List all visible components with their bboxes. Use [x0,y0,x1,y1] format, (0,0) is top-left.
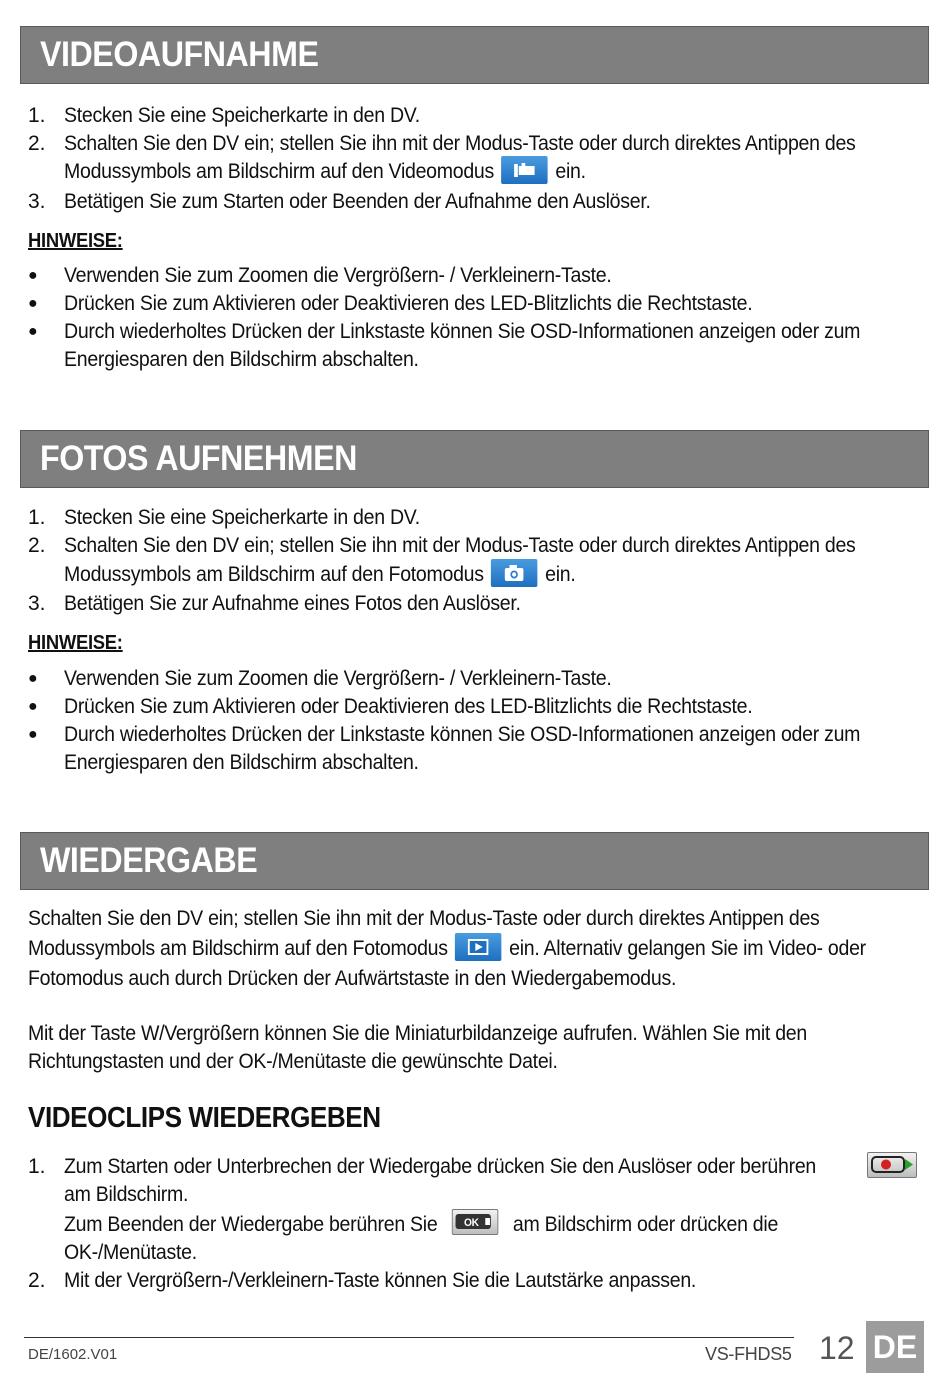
bullet-icon: ● [28,295,38,312]
section-header-photo [20,430,929,488]
step-text: Stecken Sie eine Speicherkarte in den DV. [64,104,420,127]
step-number: 1. [28,104,46,127]
paragraph-text: Modussymbols am Bildschirm auf den Fotomodus [28,937,448,960]
note-text: Durch wiederholtes Drücken der Linkstaste können Sie OSD-Informationen anzeigen oder zum [64,723,861,746]
step-number: 3. [28,190,46,213]
step-number: 2. [28,534,46,557]
section-title: FOTOS AUFNEHMEN [40,439,357,478]
step-number: 2. [28,1269,46,1292]
step-text: ein. [545,563,576,586]
section-title: WIEDERGABE [40,841,258,880]
bullet-icon: ● [28,323,38,340]
step-number: 1. [28,1155,46,1178]
step-text: Schalten Sie den DV ein; stellen Sie ihn mit der Modus-Taste oder durch direktes Antippen des [64,132,856,155]
note-text: Energiesparen den Bildschirm abschalten. [64,751,419,774]
step-number: 2. [28,132,46,155]
step-text: Zum Beenden der Wiedergabe berühren Sie [64,1213,438,1236]
section-header-video [20,26,929,84]
play-pause-icon [867,1152,917,1178]
document-code: DE/1602.V01 [28,1346,118,1363]
step-text-continued [64,561,576,589]
step-text: Schalten Sie den DV ein; stellen Sie ihn mit der Modus-Taste oder durch direktes Antippen des [64,534,856,557]
ok-icon-label: OK [464,1217,479,1230]
step-text: am Bildschirm. [64,1183,189,1206]
note-text: Drücken Sie zum Aktivieren oder Deaktivieren des LED-Blitzlichts die Rechtstaste. [64,292,753,315]
step-text: Zum Starten oder Unterbrechen der Wiedergabe drücken Sie den Auslöser oder berühren [64,1155,816,1178]
step-text: OK-/Menütaste. [64,1241,197,1264]
note-text: Verwenden Sie zum Zoomen die Vergrößern- / Verkleinern-Taste. [64,264,612,287]
step-text-continued [64,1211,778,1239]
video-mode-icon [501,156,548,184]
step-text: ein. [555,160,586,183]
step-number: 1. [28,506,46,529]
footer-divider [24,1337,794,1338]
step-text-continued [64,158,586,186]
step-text: am Bildschirm oder drücken die [512,1213,779,1236]
step-text: Betätigen Sie zum Starten oder Beenden der Aufnahme den Auslöser. [64,190,651,213]
language-badge: DE [866,1321,924,1373]
bullet-icon: ● [28,698,38,715]
paragraph-text: Schalten Sie den DV ein; stellen Sie ihn mit der Modus-Taste oder durch direktes Antippen des [28,907,820,930]
paragraph-line [28,935,866,963]
step-number: 3. [28,592,46,615]
subsection-title: VIDEOCLIPS WIEDERGEBEN [28,1102,381,1134]
step-text: Stecken Sie eine Speicherkarte in den DV. [64,506,420,529]
step-text: Betätigen Sie zur Aufnahme eines Fotos den Auslöser. [64,592,521,615]
page-number: 12 [819,1330,855,1366]
paragraph-text: Richtungstasten und der OK-/Menütaste die gewünschte Datei. [28,1050,558,1073]
note-text: Drücken Sie zum Aktivieren oder Deaktivieren des LED-Blitzlichts die Rechtstaste. [64,695,753,718]
section-header-playback [20,832,929,890]
note-text: Verwenden Sie zum Zoomen die Vergrößern- / Verkleinern-Taste. [64,667,612,690]
bullet-icon: ● [28,267,38,284]
notes-label: HINWEISE: [28,632,123,654]
step-text: Mit der Vergrößern-/Verkleinern-Taste können Sie die Lautstärke anpassen. [64,1269,697,1292]
paragraph-text: Fotomodus auch durch Drücken der Aufwärtstaste in den Wiedergabemodus. [28,967,677,990]
note-text: Durch wiederholtes Drücken der Linkstaste können Sie OSD-Informationen anzeigen oder zum [64,320,861,343]
paragraph-text: Mit der Taste W/Vergrößern können Sie die Miniaturbildanzeige aufrufen. Wählen Sie mit den [28,1022,807,1045]
ok-stop-icon [452,1209,499,1235]
playback-mode-icon [455,933,502,961]
note-text: Energiesparen den Bildschirm abschalten. [64,348,419,371]
bullet-icon: ● [28,670,38,687]
section-title: VIDEOAUFNAHME [40,35,319,74]
bullet-icon: ● [28,726,38,743]
step-text: Modussymbols am Bildschirm auf den Fotomodus [64,563,484,586]
model-number: VS-FHDS5 [705,1344,792,1364]
step-text: Modussymbols am Bildschirm auf den Videomodus [64,160,494,183]
notes-label: HINWEISE: [28,230,123,252]
paragraph-text: ein. Alternativ gelangen Sie im Video- oder [509,937,866,960]
photo-mode-icon [491,559,538,587]
